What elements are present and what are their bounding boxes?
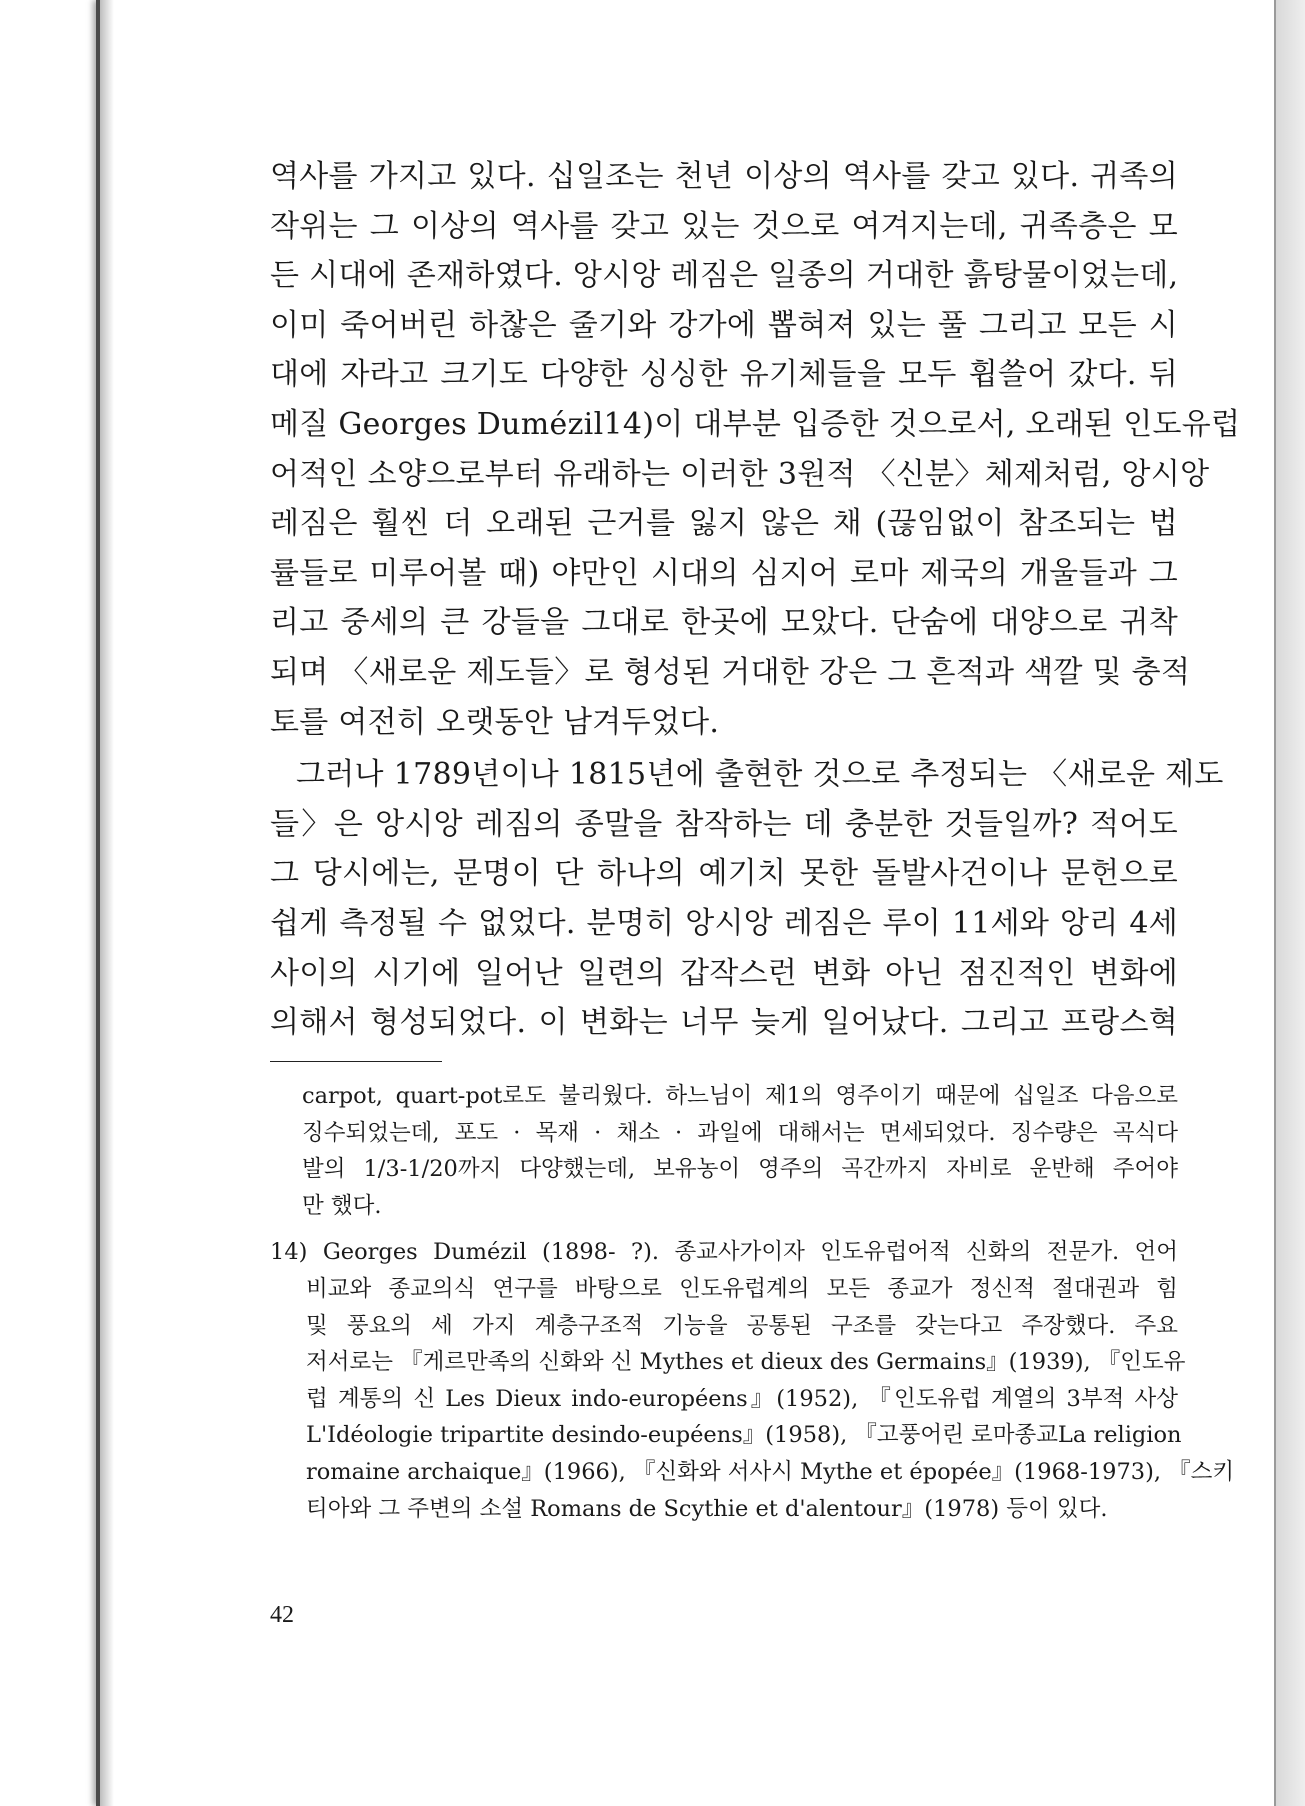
text-line: 작위는 그 이상의 역사를 갖고 있는 것으로 여겨지는데, 귀족층은 모 bbox=[270, 208, 1178, 244]
page-fold-shadow bbox=[100, 0, 114, 1806]
footnote-line: 발의 1/3-1/20까지 다양했는데, 보유농이 영주의 곡간까지 자비로 운반해 주어야 bbox=[302, 1156, 1178, 1183]
footnote-14 bbox=[270, 1234, 1235, 1527]
text-line: 률들로 미루어볼 때) 야만인 시대의 심지어 로마 제국의 개울들과 그 bbox=[270, 555, 1178, 591]
paragraph-2 bbox=[270, 750, 1224, 1048]
footnote-line: 만 했다. bbox=[302, 1192, 382, 1219]
text-line: 의해서 형성되었다. 이 변화는 너무 늦게 일어났다. 그리고 프랑스혁 bbox=[270, 1005, 1178, 1041]
text-line: 되며 〈새로운 제도들〉로 형성된 거대한 강은 그 흔적과 색깔 및 충적 bbox=[270, 654, 1191, 690]
text-line: 사이의 시기에 일어난 일련의 갑작스런 변화 아닌 점진적인 변화에 bbox=[270, 955, 1178, 991]
footnote-line: 징수되었는데, 포도 · 목재 · 채소 · 과일에 대해서는 면세되었다. 징수량은 곡식다 bbox=[302, 1119, 1178, 1146]
footnotes bbox=[270, 1078, 1235, 1527]
text-line: 쉽게 측정될 수 없었다. 분명히 앙시앙 레짐은 루이 11세와 앙리 4세 bbox=[270, 905, 1178, 941]
footnote-continuation bbox=[270, 1078, 1178, 1224]
paragraph-1 bbox=[270, 152, 1241, 747]
footnote-line: 비교와 종교의식 연구를 바탕으로 인도유럽계의 모든 종교가 정신적 절대권과 힘 bbox=[306, 1275, 1178, 1302]
text-line: 대에 자라고 크기도 다양한 싱싱한 유기체들을 모두 휩쓸어 갔다. 뒤 bbox=[270, 357, 1178, 393]
footnote-line: 및 풍요의 세 가지 계층구조적 기능을 공통된 구조를 갖는다고 주장했다. 주요 bbox=[306, 1312, 1178, 1339]
viewer-background-left bbox=[0, 0, 96, 1806]
text-line: 토를 여전히 오랫동안 남겨두었다. bbox=[270, 704, 720, 740]
text-line: 역사를 가지고 있다. 십일조는 천년 이상의 역사를 갖고 있다. 귀족의 bbox=[270, 159, 1178, 194]
text-line: 어적인 소양으로부터 유래하는 이러한 3원적 〈신분〉체제처럼, 앙시앙 bbox=[270, 456, 1210, 492]
page-number: 42 bbox=[270, 1602, 294, 1628]
footnote-divider bbox=[270, 1061, 442, 1062]
footnote-line: 저서로는 『게르만족의 신화와 신 Mythes et dieux des Germains』(1939), 『인도유 bbox=[306, 1349, 1186, 1376]
footnote-line: carpot, quart-pot로도 불리웠다. 하느님이 제1의 영주이기 때문에 십일조 다음으로 bbox=[302, 1083, 1178, 1109]
viewer-background-right bbox=[1276, 0, 1305, 1806]
text-line: 들〉은 앙시앙 레짐의 종말을 참작하는 데 충분한 것들일까? 적어도 bbox=[270, 806, 1178, 842]
footnote-line: L'Idéologie tripartite desindo-eupéens』(1958), 『고풍어린 로마종교La religion bbox=[306, 1422, 1182, 1449]
text-line: 레짐은 훨씬 더 오래된 근거를 잃지 않은 채 (끊임없이 참조되는 법 bbox=[270, 506, 1178, 542]
body-text bbox=[270, 152, 1241, 1048]
text-line: 든 시대에 존재하였다. 앙시앙 레짐은 일종의 거대한 흙탕물이었는데, bbox=[270, 258, 1179, 294]
text-line: 리고 중세의 큰 강들을 그대로 한곳에 모았다. 단숨에 대양으로 귀착 bbox=[270, 605, 1178, 641]
footnote-line: 티아와 그 주변의 소설 Romans de Scythie et d'alentour』(1978) 등이 있다. bbox=[306, 1495, 1108, 1522]
text-line: 메질 Georges Dumézil14)이 대부분 입증한 것으로서, 오래된 인도유럽 bbox=[270, 406, 1241, 442]
footnote-line: romaine archaique』(1966), 『신화와 서사시 Mythe et épopée』(1968-1973), 『스키 bbox=[306, 1458, 1235, 1485]
footnote-line: 14) Georges Dumézil (1898- ?). 종교사가이자 인도유럽어적 신화의 전문가. 언어 bbox=[270, 1239, 1178, 1266]
text-line: 그 당시에는, 문명이 단 하나의 예기치 못한 돌발사건이나 문헌으로 bbox=[270, 856, 1178, 892]
footnote-line: 럽 계통의 신 Les Dieux indo-européens』(1952), 『인도유럽 계열의 3부적 사상 bbox=[306, 1385, 1178, 1412]
text-line: 이미 죽어버린 하찮은 줄기와 강가에 뽑혀져 있는 풀 그리고 모든 시 bbox=[270, 307, 1178, 343]
text-line: 그러나 1789년이나 1815년에 출현한 것으로 추정되는 〈새로운 제도 bbox=[296, 757, 1224, 793]
